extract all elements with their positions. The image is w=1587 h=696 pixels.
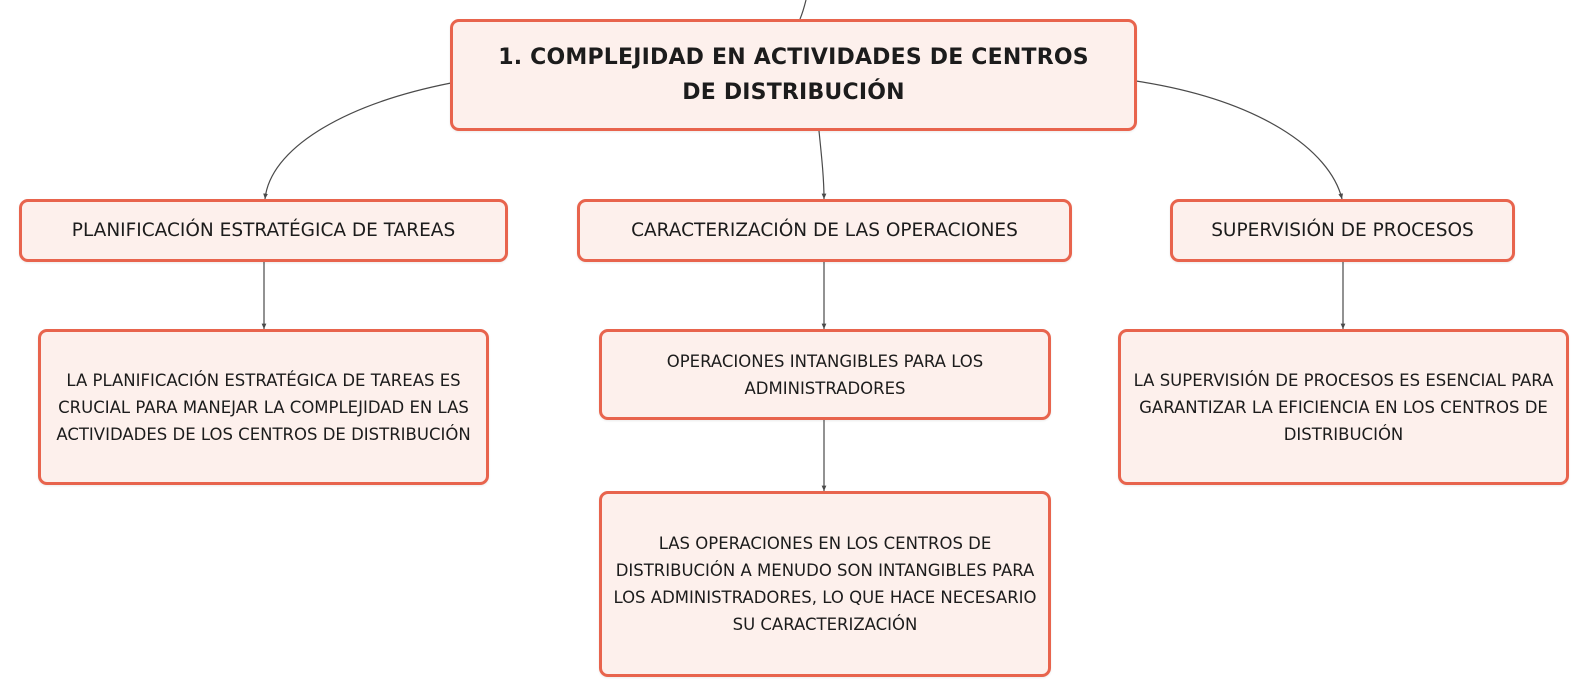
root-topic-label: 1. COMPLEJIDAD EN ACTIVIDADES DE CENTROS DE DISTRIBUCIÓN [498,45,1089,105]
connector-root-to-caracterizacion [819,131,824,199]
topic-label: CARACTERIZACIÓN DE LAS OPERACIONES [631,219,1018,241]
topic-caracterizacion-operaciones[interactable] [577,199,1072,262]
topic-label: PLANIFICACIÓN ESTRATÉGICA DE TAREAS [71,219,456,241]
topic-supervision-procesos[interactable] [1170,199,1515,262]
subtopic-operaciones-descripcion[interactable] [599,491,1051,677]
subtopic-planificacion-descripcion[interactable] [38,329,489,485]
root-topic-node[interactable] [450,19,1137,131]
connector-root-to-planificacion [265,83,451,199]
subtopic-label: LA SUPERVISIÓN DE PROCESOS ES ESENCIAL PARA GARANTIZAR LA EFICIENCIA EN LOS CENTROS DE DISTRIBUCIÓN [1133,370,1554,444]
subtopic-label: OPERACIONES INTANGIBLES PARA LOS ADMINISTRADORES [666,351,984,398]
subtopic-supervision-descripcion[interactable] [1118,329,1569,485]
subtopic-label: LAS OPERACIONES EN LOS CENTROS DE DISTRIBUCIÓN A MENUDO SON INTANGIBLES PARA LOS ADMINISTRADORES, LO QUE HACE NECESARIO SU CARACTERIZACIÓN [613,534,1037,634]
subtopic-operaciones-intangibles[interactable] [599,329,1051,420]
connector-incoming-root [800,0,806,19]
subtopic-label: LA PLANIFICACIÓN ESTRATÉGICA DE TAREAS ES CRUCIAL PARA MANEJAR LA COMPLEJIDAD EN LAS ACTIVIDADES DE LOS CENTROS DE DISTRIBUCIÓN [56,370,471,444]
connector-root-to-supervision [1136,81,1342,199]
topic-planificacion-estrategica[interactable] [19,199,508,262]
topic-label: SUPERVISIÓN DE PROCESOS [1211,219,1474,241]
